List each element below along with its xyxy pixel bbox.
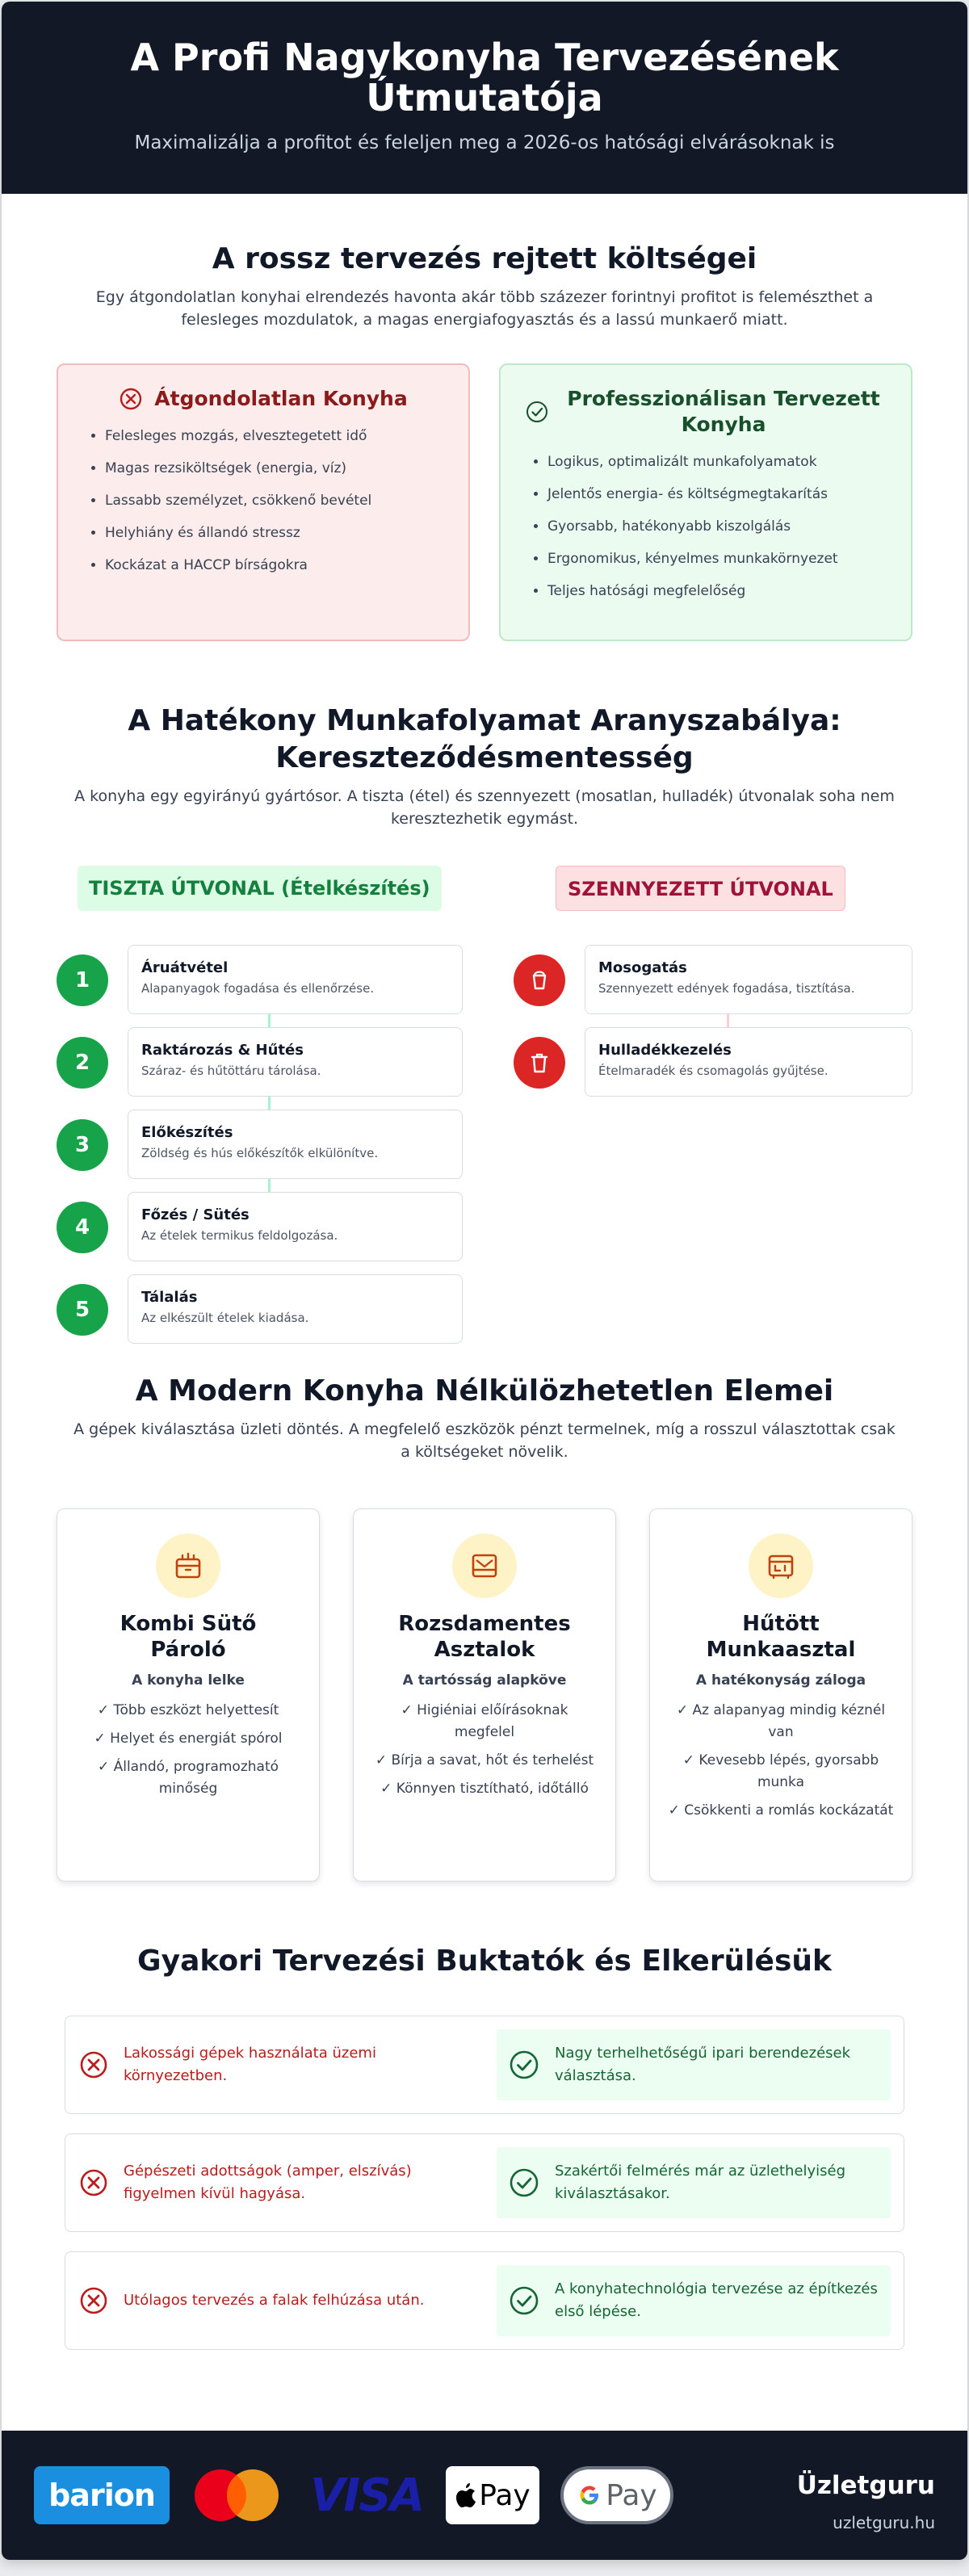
problem-text: Lakossági gépek használata üzemi környezetben. xyxy=(124,2045,376,2084)
pitfall-problem xyxy=(78,2042,466,2087)
page xyxy=(2,2,967,2560)
step-desc: Alapanyagok fogadása és ellenőrzése. xyxy=(141,981,375,996)
solution-text: A konyhatechnológia tervezése az építkezés első lépése. xyxy=(555,2280,878,2320)
google-pay-logo xyxy=(560,2466,673,2524)
clean-step-card xyxy=(128,1110,463,1179)
list-item: • Jelentős energia- és költségmegtakarítás xyxy=(547,486,887,502)
section-lead: A konyha egy egyirányú gyártósor. A tiszta (étel) és szennyezett (mosatlan, hulladék) útvonalak soha nem keresztezhetik egymást. xyxy=(74,787,895,828)
icon-badge xyxy=(156,1533,220,1598)
mastercard-icon xyxy=(187,2465,287,2526)
pitfall-solution xyxy=(497,2029,891,2100)
brand-url-link[interactable]: uzletguru.hu xyxy=(833,2513,935,2532)
list-item: ✓ Az alapanyag mindig kéznél van xyxy=(676,1702,886,1740)
fridge-icon xyxy=(763,1548,799,1584)
card-feature-list xyxy=(650,1700,912,1822)
section-lead: A gépek kiválasztása üzleti döntés. A megfelelő eszközök pénzt termelnek, míg a rosszul választottak csak a költségeket növelik. xyxy=(73,1420,896,1461)
list-item: • Helyhiány és állandó stressz xyxy=(105,525,444,541)
brand-block xyxy=(797,2471,935,2532)
clean-step-card xyxy=(128,1027,463,1097)
card-subtitle: A tartósság alapköve xyxy=(402,1672,567,1689)
x-circle-icon xyxy=(78,2049,109,2080)
card-subtitle: A konyha lelke xyxy=(132,1672,245,1689)
oven-icon xyxy=(170,1548,206,1584)
good-kitchen-box xyxy=(499,363,912,641)
apple-pay-logo xyxy=(446,2466,539,2524)
pitfall-problem xyxy=(78,2285,466,2316)
list-item: ✓ Kevesebb lépés, gyorsabb munka xyxy=(682,1752,879,1790)
pitfall-solution xyxy=(497,2147,891,2218)
card-title: Kombi Sütő Pároló xyxy=(120,1612,257,1662)
check-circle-icon xyxy=(508,2167,540,2199)
workflow-diagram xyxy=(57,866,912,1325)
pitfall-row xyxy=(65,2251,904,2350)
hero-header xyxy=(2,2,967,194)
pitfall-row xyxy=(65,2016,904,2114)
x-circle-icon xyxy=(78,2167,109,2198)
clean-step-card xyxy=(128,1192,463,1261)
icon-badge xyxy=(749,1533,813,1598)
step-title: Tálalás xyxy=(141,1289,198,1306)
clean-step-card xyxy=(128,945,463,1014)
card-feature-list xyxy=(57,1700,319,1800)
step-title: Raktározás & Hűtés xyxy=(141,1042,304,1059)
card-title: Rozsdamentes Asztalok xyxy=(398,1612,571,1662)
bad-kitchen-title-row xyxy=(82,386,444,412)
workflow-section xyxy=(2,641,967,1325)
equipment-section xyxy=(2,1318,967,1882)
visa-logo: VISA xyxy=(310,2469,423,2522)
problem-text: Gépészeti adottságok (amper, elszívás) figyelmen kívül hagyása. xyxy=(124,2163,412,2202)
step-desc: Az elkészült ételek kiadása. xyxy=(141,1311,309,1325)
equipment-cards xyxy=(57,1508,912,1882)
google-pay-text: Pay xyxy=(606,2478,657,2512)
section-title: A Modern Konyha Nélkülözhetetlen Elemei xyxy=(135,1374,834,1408)
step-desc: Ételmaradék és csomagolás gyűjtése. xyxy=(598,1064,828,1078)
pitfall-problem xyxy=(78,2160,466,2205)
hidden-costs-section xyxy=(2,194,967,641)
step-desc: Száraz- és hűtöttáru tárolása. xyxy=(141,1064,321,1078)
apple-icon xyxy=(455,2482,477,2509)
dirty-step-badge xyxy=(514,954,565,1006)
step-title: Hulladékkezelés xyxy=(598,1042,732,1059)
pitfall-solution xyxy=(497,2265,891,2336)
page-subtitle: Maximalizálja a profitot és feleljen meg a 2026-os hatósági elvárásoknak is xyxy=(134,132,835,153)
step-number: 2 xyxy=(57,1037,108,1089)
list-item: • Magas rezsiköltségek (energia, víz) xyxy=(105,460,444,476)
section-lead: Egy átgondolatlan konyhai elrendezés havonta akár több százezer forintnyi profitot is felemészthet a felesleges mozdulatok, a magas energiafogyasztás és a lassú munkaerő miatt. xyxy=(95,288,874,329)
step-number: 1 xyxy=(57,954,108,1006)
step-title: Mosogatás xyxy=(598,959,687,976)
list-item: ✓ Állandó, programozható minőség xyxy=(97,1759,279,1797)
pitfall-list xyxy=(2,2016,967,2350)
step-number: 4 xyxy=(57,1202,108,1253)
list-item: ✓ Bírja a savat, hőt és terhelést xyxy=(375,1752,594,1768)
section-title: A Hatékony Munkafolyamat Aranyszabálya: Kereszteződésmentesség xyxy=(128,704,841,774)
list-item: • Kockázat a HACCP bírságokra xyxy=(105,557,444,573)
problem-text: Utólagos tervezés a falak felhúzása után. xyxy=(124,2292,425,2309)
step-title: Főzés / Sütés xyxy=(141,1206,250,1223)
barion-logo: barion xyxy=(34,2466,170,2524)
step-desc: Az ételek termikus feldolgozása. xyxy=(141,1228,338,1243)
trash-icon xyxy=(528,1051,551,1075)
list-item: ✓ Higiéniai előírásoknak megfelel xyxy=(401,1702,568,1740)
list-item: • Gyorsabb, hatékonyabb kiszolgálás xyxy=(547,518,887,535)
dirty-route-label: SZENNYEZETT ÚTVONAL xyxy=(556,866,845,911)
brand-name[interactable]: Üzletguru xyxy=(796,2471,935,2500)
bad-kitchen-title: Átgondolatlan Konyha xyxy=(154,387,408,410)
pitfalls-section xyxy=(2,1882,967,2350)
bad-kitchen-list xyxy=(82,428,444,573)
apple-pay-text: Pay xyxy=(479,2478,531,2512)
list-item: ✓ Könnyen tisztítható, időtálló xyxy=(380,1781,589,1797)
icon-badge xyxy=(452,1533,517,1598)
mastercard-logo xyxy=(186,2466,287,2524)
step-desc: Szennyezett edények fogadása, tisztítása. xyxy=(598,981,855,996)
section-title: A rossz tervezés rejtett költségei xyxy=(212,242,757,275)
list-item: • Felesleges mozgás, elvesztegetett idő xyxy=(105,428,444,444)
footer xyxy=(2,2431,967,2560)
good-kitchen-title: Professzionálisan Tervezett Konyha xyxy=(567,387,880,436)
page-title: A Profi Nagykonyha Tervezésének Útmutatója xyxy=(130,36,839,120)
step-number: 3 xyxy=(57,1119,108,1171)
table-icon xyxy=(467,1548,502,1584)
card-subtitle: A hatékonyság záloga xyxy=(695,1672,866,1689)
comparison xyxy=(57,363,912,641)
dirty-step-badge xyxy=(514,1037,565,1089)
x-circle-icon xyxy=(119,387,143,411)
card-feature-list xyxy=(354,1700,615,1800)
step-number: 5 xyxy=(57,1284,108,1336)
list-item: ✓ Helyet és energiát spórol xyxy=(94,1731,283,1747)
step-title: Előkészítés xyxy=(141,1124,233,1141)
step-desc: Zöldség és hús előkészítők elkülönítve. xyxy=(141,1146,379,1160)
section-title: Gyakori Tervezési Buktatók és Elkerülésük xyxy=(137,1945,832,1978)
check-circle-icon xyxy=(525,400,549,424)
x-circle-icon xyxy=(78,2285,109,2316)
bad-kitchen-box xyxy=(57,363,470,641)
good-kitchen-title-row xyxy=(525,386,887,438)
clean-route-label: TISZTA ÚTVONAL (Ételkészítés) xyxy=(78,866,442,911)
pitfall-row xyxy=(65,2133,904,2232)
bucket-icon xyxy=(528,968,551,992)
equipment-card-oven xyxy=(57,1508,320,1882)
equipment-card-table xyxy=(353,1508,616,1882)
check-circle-icon xyxy=(508,2049,540,2081)
list-item: • Lassabb személyzet, csökkenő bevétel xyxy=(105,493,444,509)
list-item: ✓ Csökkenti a romlás kockázatát xyxy=(668,1802,894,1819)
equipment-card-fridge xyxy=(649,1508,912,1882)
dirty-step-card xyxy=(585,945,912,1014)
step-title: Áruátvétel xyxy=(141,959,229,976)
good-kitchen-list xyxy=(525,454,887,599)
google-g-icon xyxy=(577,2482,602,2508)
dirty-step-card xyxy=(585,1027,912,1097)
list-item: • Logikus, optimalizált munkafolyamatok xyxy=(547,454,887,470)
list-item: • Teljes hatósági megfelelőség xyxy=(547,583,887,599)
solution-text: Szakértői felmérés már az üzlethelyiség kiválasztásakor. xyxy=(555,2163,846,2202)
list-item: ✓ Több eszközt helyettesít xyxy=(97,1702,279,1718)
card-title: Hűtött Munkaasztal xyxy=(706,1612,856,1662)
list-item: • Ergonomikus, kényelmes munkakörnyezet xyxy=(547,551,887,567)
solution-text: Nagy terhelhetőségű ipari berendezések választása. xyxy=(555,2045,851,2084)
check-circle-icon xyxy=(508,2284,540,2317)
